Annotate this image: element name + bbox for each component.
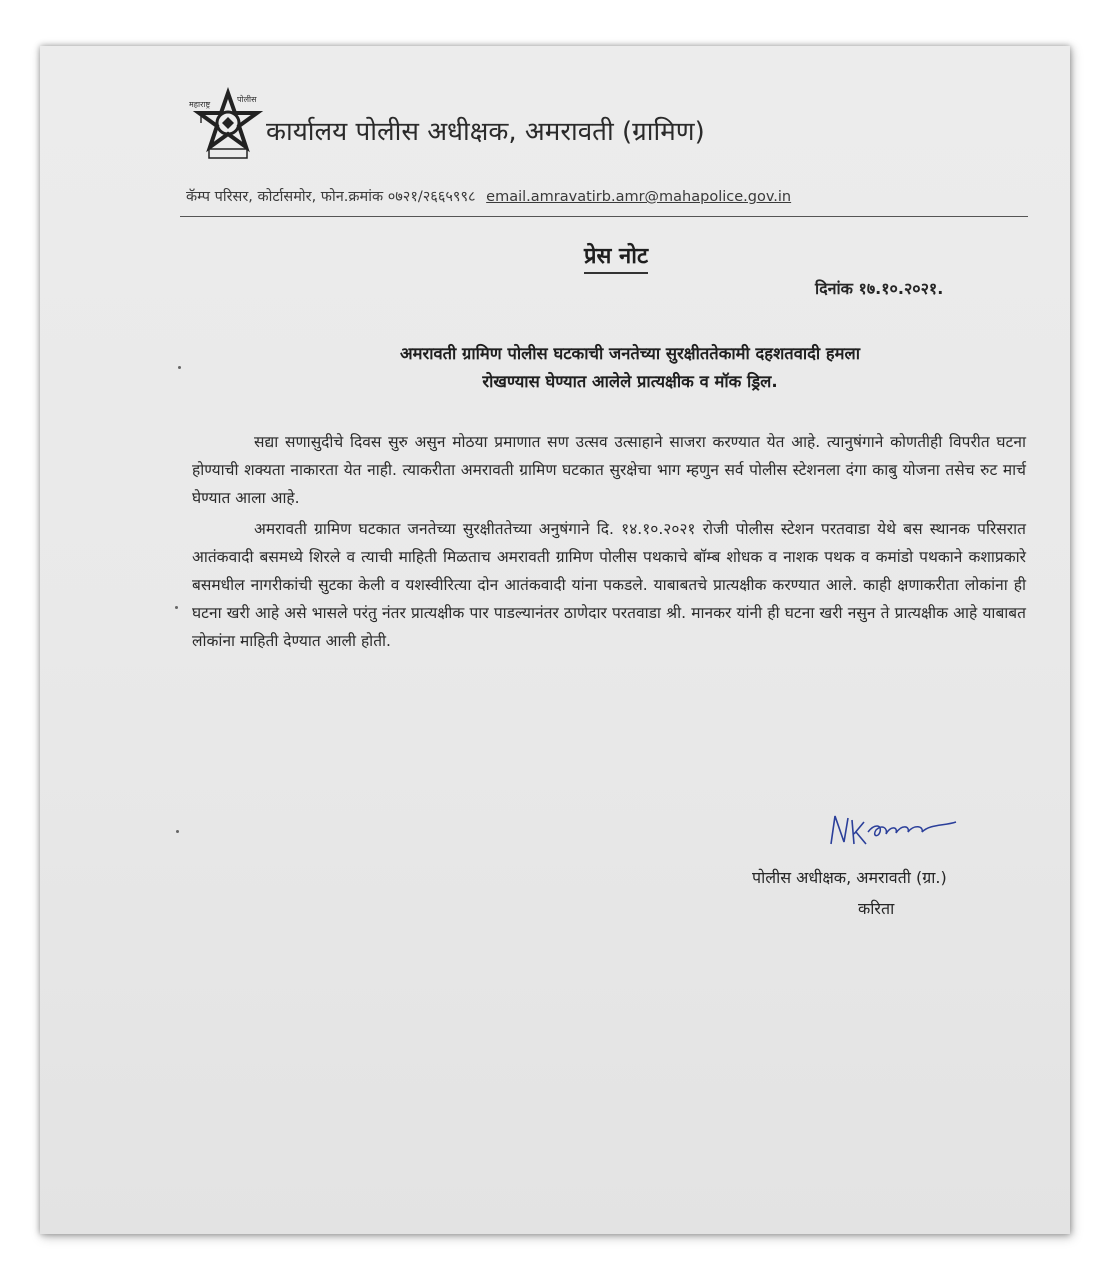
heading-line-2: रोखण्यास घेण्यात आलेले प्रात्यक्षीक व मॉक ड्रिल. [482,372,778,391]
signature-image [826,806,976,856]
body-paragraph-1: सद्या सणासुदीचे दिवस सुरु असुन मोठया प्रमाणात सण उत्सव उत्साहाने साजरा करण्यात येत आहे. त्यानुषंगाने कोणतीही विपरीत घटना होण्याची शक्यता नाकारता येत नाही. त्याकरीता अमरावती ग्रामिण घटकात सुरक्षेचा भाग म्हणुन सर्व पोलीस स्टेशनला दंगा काबु योजना तसेच रुट मार्च घेण्यात आला आहे. [192,433,1026,508]
seal-text-left: महाराष्ट्र [189,100,211,109]
signatory-for-label: करिता [858,899,895,918]
document-body [192,428,1026,658]
email-link[interactable]: email.amravatirb.amr@mahapolice.gov.in [486,189,792,205]
document-heading [300,340,960,396]
office-title: कार्यालय पोलीस अधीक्षक, अमरावती (ग्रामिण) [266,117,705,147]
address-line [186,186,791,206]
document-title: प्रेस नोट [584,240,648,274]
heading-line-1: अमरावती ग्रामिण पोलीस घटकाची जनतेच्या सुरक्षीततेकामी दहशतवादी हमला [399,344,861,363]
letterhead-divider [180,216,1028,217]
address-text: कॅम्प परिसर, कोर्टासमोर, फोन.क्रमांक ०७२१/२६६५९९८ [186,189,476,205]
document-date: दिनांक १७.१०.२०२१. [815,279,944,298]
paper-speck [178,366,181,369]
seal-text-right: पोलीस [237,95,257,104]
signatory-designation: पोलीस अधीक्षक, अमरावती (ग्रा.) [752,868,947,887]
police-seal-icon [187,87,269,169]
body-paragraph-2: अमरावती ग्रामिण घटकात जनतेच्या सुरक्षीततेच्या अनुषंगाने दि. १४.१०.२०२१ रोजी पोलीस स्टेशन परतवाडा येथे बस स्थानक परिसरात आतंकवादी बसमध्ये शिरले व त्याची माहिती मिळताच अमरावती ग्रामिण पोलीस पथकाचे बॉम्ब शोधक व नाशक पथक व कमांडो पथकाने कशाप्रकारे बसमधील नागरीकांची सुटका केली व यशस्वीरित्या दोन आतंकवादी यांना पकडले. याबाबतचे प्रात्यक्षीक करण्यात आले. काही क्षणाकरीता लोकांना ही घटना खरी आहे असे भासले परंतु नंतर प्रात्यक्षीक पार पाडल्यानंतर ठाणेदार परतवाडा श्री. मानकर यांनी ही घटना खरी नसुन ते प्रात्यक्षीक आहे याबाबत लोकांना माहिती देण्यात आली होती. [192,519,1026,651]
paper-speck [175,606,178,609]
paper-speck [176,830,179,833]
